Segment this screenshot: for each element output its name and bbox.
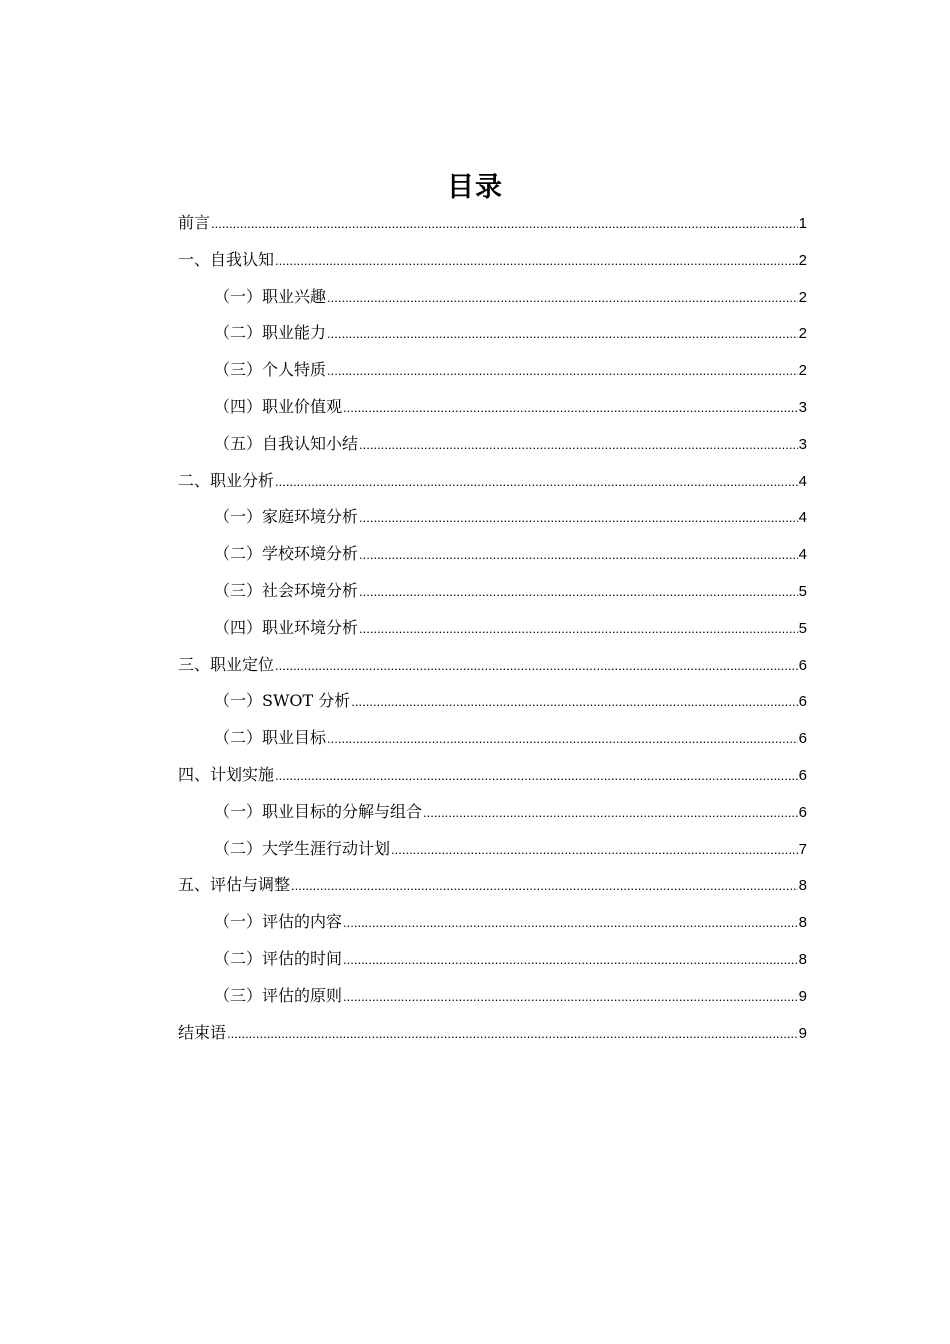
toc-leader-dots — [343, 390, 798, 427]
toc-entry-label: （四）职业环境分析 — [214, 617, 359, 637]
toc-entry-label: （一）职业兴趣 — [214, 286, 327, 306]
toc-entry[interactable] — [178, 536, 807, 573]
toc-title: 目录 — [447, 172, 503, 203]
toc-entry-page-number: 9 — [798, 1024, 807, 1042]
toc-entry-page-number: 6 — [798, 803, 807, 821]
toc-entry[interactable] — [178, 389, 807, 426]
toc-entry-page-number: 9 — [798, 987, 807, 1005]
toc-entry[interactable] — [178, 205, 807, 242]
toc-entry-page-number: 6 — [798, 730, 807, 748]
toc-leader-dots — [327, 353, 798, 390]
toc-leader-dots — [227, 1016, 798, 1053]
toc-entry-label: （四）职业价值观 — [214, 396, 343, 416]
toc-entry-label: （二）大学生涯行动计划 — [214, 838, 391, 858]
toc-entry-label: 一、自我认知 — [178, 249, 275, 269]
table-of-contents — [178, 205, 807, 1051]
toc-leader-dots — [359, 611, 798, 648]
toc-entry-label: （二）学校环境分析 — [214, 544, 359, 564]
toc-leader-dots — [343, 942, 798, 979]
toc-entry[interactable] — [178, 757, 807, 794]
toc-leader-dots — [275, 758, 798, 795]
toc-entry-page-number: 6 — [798, 693, 807, 711]
toc-entry-page-number: 4 — [798, 546, 807, 564]
toc-entry[interactable] — [178, 499, 807, 536]
toc-entry[interactable] — [178, 941, 807, 978]
toc-entry-page-number: 7 — [798, 840, 807, 858]
toc-leader-dots — [359, 537, 798, 574]
toc-entry-page-number: 5 — [798, 619, 807, 637]
toc-entry[interactable] — [178, 904, 807, 941]
toc-entry-page-number: 3 — [798, 435, 807, 453]
toc-entry-page-number: 2 — [798, 325, 807, 343]
toc-entry-label: （三）社会环境分析 — [214, 580, 359, 600]
toc-entry[interactable] — [178, 867, 807, 904]
toc-entry-label: 前言 — [178, 213, 211, 232]
toc-entry-label: （三）评估的原则 — [214, 985, 343, 1005]
toc-leader-dots — [359, 500, 798, 537]
toc-entry-label: 结束语 — [178, 1022, 227, 1042]
toc-entry[interactable] — [178, 242, 807, 279]
toc-leader-dots — [343, 905, 798, 942]
toc-entry-page-number: 1 — [798, 215, 807, 232]
toc-entry[interactable] — [178, 794, 807, 831]
toc-entry-label: （二）评估的时间 — [214, 948, 343, 968]
toc-entry[interactable] — [178, 647, 807, 684]
toc-entry[interactable] — [178, 315, 807, 352]
toc-leader-dots — [275, 464, 798, 501]
toc-leader-dots — [391, 832, 798, 869]
toc-leader-dots — [351, 684, 797, 721]
toc-leader-dots — [327, 721, 798, 758]
toc-entry-label: 三、职业定位 — [178, 654, 275, 674]
toc-entry-page-number: 3 — [798, 398, 807, 416]
toc-entry[interactable] — [178, 463, 807, 500]
toc-entry-label: 二、职业分析 — [178, 470, 275, 490]
toc-leader-dots — [275, 648, 798, 685]
toc-entry[interactable] — [178, 352, 807, 389]
toc-entry[interactable] — [178, 1015, 807, 1052]
toc-entry[interactable] — [178, 279, 807, 316]
toc-entry-page-number: 2 — [798, 362, 807, 380]
toc-leader-dots — [359, 427, 798, 464]
toc-entry[interactable] — [178, 978, 807, 1015]
toc-leader-dots — [327, 280, 798, 317]
toc-entry-label: （五）自我认知小结 — [214, 433, 359, 453]
toc-entry[interactable] — [178, 831, 807, 868]
toc-entry[interactable] — [178, 720, 807, 757]
toc-entry-page-number: 2 — [798, 251, 807, 269]
toc-entry-label: （一）SWOT 分析 — [214, 691, 351, 711]
toc-leader-dots — [423, 795, 798, 832]
toc-entry[interactable] — [178, 683, 807, 720]
toc-entry-page-number: 6 — [798, 656, 807, 674]
toc-entry-page-number: 8 — [798, 914, 807, 932]
toc-leader-dots — [275, 243, 798, 280]
toc-entry-page-number: 4 — [798, 472, 807, 490]
toc-entry-label: （一）评估的内容 — [214, 912, 343, 932]
toc-leader-dots — [291, 868, 798, 905]
toc-entry-label: 四、计划实施 — [178, 764, 275, 784]
toc-leader-dots — [359, 574, 798, 611]
toc-entry-page-number: 6 — [798, 766, 807, 784]
toc-leader-dots — [343, 979, 798, 1016]
toc-entry-label: （三）个人特质 — [214, 360, 327, 380]
toc-entry[interactable] — [178, 426, 807, 463]
toc-entry-page-number: 8 — [798, 877, 807, 895]
toc-entry-label: （一）职业目标的分解与组合 — [214, 801, 423, 821]
toc-entry[interactable] — [178, 573, 807, 610]
toc-leader-dots — [211, 206, 798, 243]
toc-leader-dots — [327, 316, 798, 353]
toc-entry-page-number: 2 — [798, 288, 807, 306]
toc-entry-label: （一）家庭环境分析 — [214, 507, 359, 527]
toc-entry-page-number: 8 — [798, 950, 807, 968]
toc-entry-label: （二）职业能力 — [214, 323, 327, 343]
toc-entry-label: 五、评估与调整 — [178, 875, 291, 895]
toc-entry-page-number: 4 — [798, 509, 807, 527]
toc-entry-page-number: 5 — [798, 582, 807, 600]
toc-entry-label: （二）职业目标 — [214, 728, 327, 748]
toc-entry[interactable] — [178, 610, 807, 647]
